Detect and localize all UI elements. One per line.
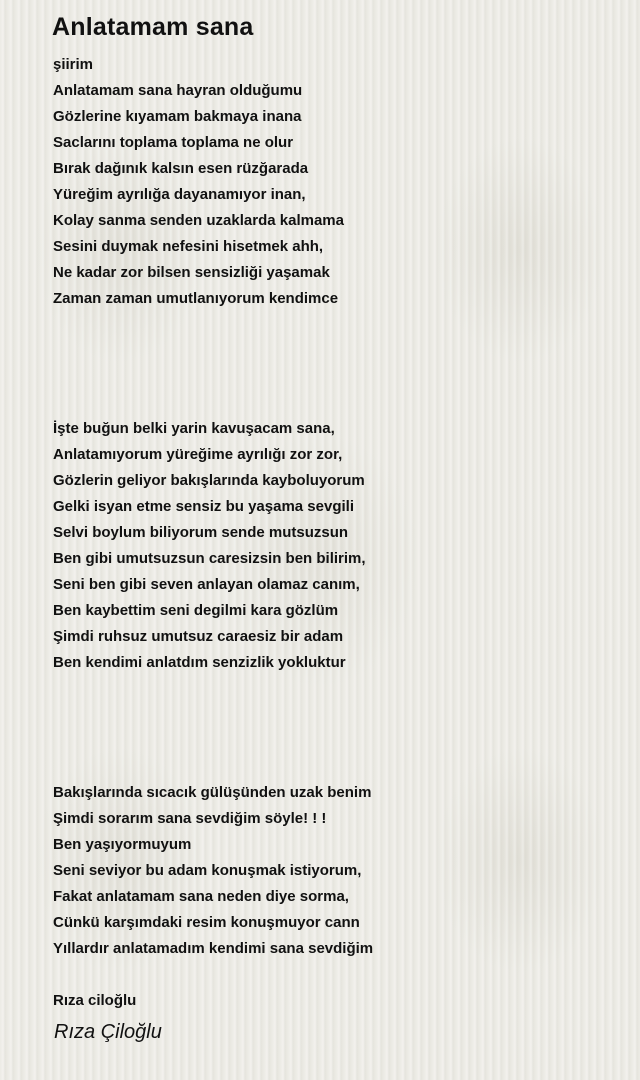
- stanza-gap: [53, 338, 613, 364]
- poem-line: Ben yaşıyormuyum: [53, 836, 192, 853]
- poem-line: Selvi boylum biliyorum sende mutsuzsun: [53, 524, 349, 541]
- poem-line: İşte buğun belki yarin kavuşacam sana,: [53, 420, 335, 437]
- poem-line: Yıllardır anlatamadım kendimi sana sevdiğim: [53, 940, 374, 957]
- poem-line: Bırak dağınık kalsın esen rüzğarada: [53, 160, 309, 177]
- poem-line: Anlatamam sana hayran olduğumu: [53, 82, 303, 99]
- stanza-gap: [53, 390, 613, 416]
- stanza-gap: [53, 676, 613, 702]
- poem-line: Zaman zaman umutlanıyorum kendimce: [53, 290, 339, 307]
- poem-line: Fakat anlatamam sana neden diye sorma,: [53, 888, 349, 905]
- poem-line: Şimdi ruhsuz umutsuz caraesiz bir adam: [53, 628, 344, 645]
- poem-line: Gözlerin geliyor bakışlarında kayboluyorum: [53, 472, 365, 489]
- poem-line: Ben kendimi anlatdım senzizlik yokluktur: [53, 654, 346, 671]
- poem-author-signature: Rıza Çiloğlu: [54, 1021, 162, 1043]
- poem-line: Yüreğim ayrılığa dayanamıyor inan,: [53, 186, 306, 203]
- stanza-gap: [53, 962, 613, 988]
- poem-line: Sesini duymak nefesini hisetmek ahh,: [53, 238, 324, 255]
- poem-line: Şimdi sorarım sana sevdiğim söyle! ! !: [53, 810, 327, 827]
- poem-line: Seni seviyor bu adam konuşmak istiyorum,: [53, 862, 362, 879]
- poem-line: Gelki isyan etme sensiz bu yaşama sevgili: [53, 498, 354, 515]
- poem-line: Anlatamıyorum yüreğime ayrılığı zor zor,: [53, 446, 343, 463]
- poem-line: Ne kadar zor bilsen sensizliği yaşamak: [53, 264, 330, 281]
- poem-body: [53, 52, 613, 1014]
- poem-line: Kolay sanma senden uzaklarda kalmama: [53, 212, 344, 229]
- stanza-gap: [53, 702, 613, 728]
- poem-line: Ben gibi umutsuzsun caresizsin ben bilirim,: [53, 550, 366, 567]
- poem-line: Ben kaybettim seni degilmi kara gözlüm: [53, 602, 339, 619]
- poem-line: Saclarını toplama toplama ne olur: [53, 134, 294, 151]
- poem-line: Cünkü karşımdaki resim konuşmuyor cann: [53, 914, 360, 931]
- poem-line: Seni ben gibi seven anlayan olamaz canım,: [53, 576, 360, 593]
- stanza-gap: [53, 312, 613, 338]
- poem-title: Anlatamam sana: [52, 13, 254, 41]
- stanza-gap: [53, 728, 613, 754]
- poem-line: Gözlerine kıyamam bakmaya inana: [53, 108, 302, 125]
- poem-line: şiirim: [53, 56, 94, 73]
- stanza-gap: [53, 754, 613, 780]
- poem-line: Bakışlarında sıcacık gülüşünden uzak benim: [53, 784, 372, 801]
- poem-line: Rıza ciloğlu: [53, 992, 137, 1009]
- stanza-gap: [53, 364, 613, 390]
